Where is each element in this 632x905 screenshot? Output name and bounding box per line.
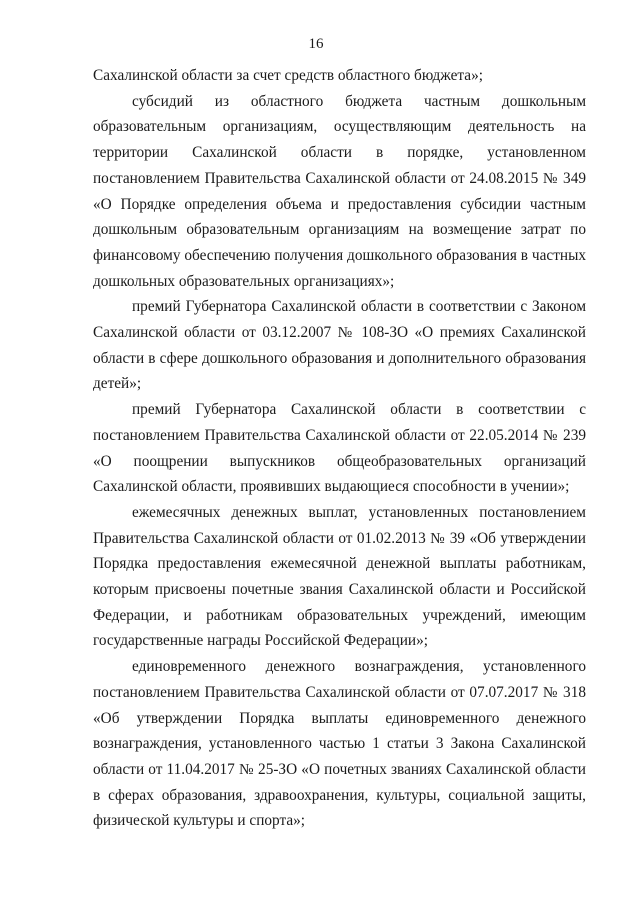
paragraph-governor-prizes-preschool: премий Губернатора Сахалинской области в соответствии с Законом Сахалинской области от 03.12.2007 № 108-ЗО «О премиях Сахалинской области в сфере дошкольного образования и дополнительного образования детей»; xyxy=(93,298,586,393)
paragraph-one-time-reward: единовременного денежного вознаграждения, установленного постановлением Правительства Сахалинской области от 07.07.2017 № 318 «Об утверждении Порядка выплаты единовременного денежного вознаграждения, установленного частью 1 статьи 3 Закона Сахалинской области от 11.04.2017 № 25-ЗО «О почетных званиях Сахалинской области в сферах образования, здравоохранения, культуры, социальной защиты, физической культуры и спорта»; xyxy=(93,658,586,830)
paragraph-monthly-payments: ежемесячных денежных выплат, установленных постановлением Правительства Сахалинской области от 01.02.2013 № 39 «Об утверждении Порядка предоставления ежемесячной денежной выплаты работникам, которым присвоены почетные звания Сахалинской области и Российской Федерации, и работникам образовательных учреждений, имеющим государственные награды Российской Федерации»; xyxy=(93,503,586,650)
paragraph-subsidies: субсидий из областного бюджета частным дошкольным образовательным организациям, осуществляющим деятельность на территории Сахалинской области в порядке, установленном постановлением Правительства Сахалинской области от 24.08.2015 № 349 «О Порядке определения объема и предоставления субсидии частным дошкольным образовательным организациям на возмещение затрат по финансовому обеспечению получения дошкольного образования в частных дошкольных образовательных организациях»; xyxy=(93,92,586,290)
page-number: 16 xyxy=(308,36,324,52)
document-body xyxy=(93,63,586,834)
paragraph-governor-prizes-graduates: премий Губернатора Сахалинской области в соответствии с постановлением Правительства Сахалинской области от 22.05.2014 № 239 «О поощрении выпускников общеобразовательных организаций Сахалинской области, проявивших выдающиеся способности в учении»; xyxy=(93,401,586,496)
paragraph-continuation: Сахалинской области за счет средств областного бюджета»; xyxy=(93,67,483,84)
